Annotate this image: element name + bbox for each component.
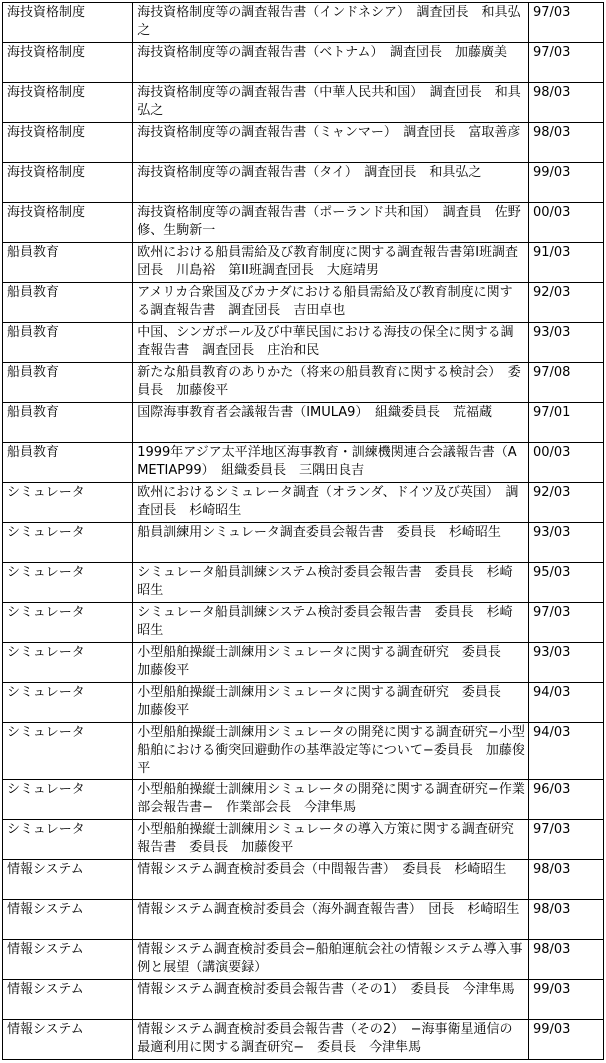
table-row [3,443,604,483]
date-cell: 99/03 [528,980,603,1020]
date-cell: 98/03 [528,123,603,163]
category-cell: 情報システム [3,860,133,900]
table-row [3,723,604,780]
category-cell: 海技資格制度 [3,123,133,163]
date-cell: 97/08 [528,363,603,403]
date-cell: 93/03 [528,643,603,683]
category-cell: 海技資格制度 [3,3,133,43]
report-title-cell: 欧州における船員需給及び教育制度に関する調査報告書第I班調査団長 川島裕 第II班調査団長 大庭靖男 [133,243,529,283]
date-cell: 97/03 [528,820,603,860]
category-cell: シミュレータ [3,780,133,820]
report-title-cell: アメリカ合衆国及びカナダにおける船員需給及び教育制度に関する調査報告書 調査団長 吉田卓也 [133,283,529,323]
report-title-cell: 小型船舶操縦士訓練用シミュレータの導入方策に関する調査研究報告書 委員長 加藤俊平 [133,820,529,860]
category-cell: 情報システム [3,940,133,980]
category-cell: シミュレータ [3,483,133,523]
report-table [2,2,604,1060]
category-cell: シミュレータ [3,603,133,643]
date-cell: 91/03 [528,243,603,283]
category-cell: 海技資格制度 [3,83,133,123]
category-cell: 情報システム [3,900,133,940]
report-title-cell: シミュレータ船員訓練システム検討委員会報告書 委員長 杉崎昭生 [133,603,529,643]
category-cell: シミュレータ [3,643,133,683]
category-cell: 情報システム [3,980,133,1020]
date-cell: 97/01 [528,403,603,443]
category-cell: 船員教育 [3,323,133,363]
report-title-cell: 小型船舶操縦士訓練用シミュレータの開発に関する調査研究−作業部会報告書− 作業部会長 今津隼馬 [133,780,529,820]
category-cell: 船員教育 [3,403,133,443]
report-title-cell: 船員訓練用シミュレータ調査委員会報告書 委員長 杉崎昭生 [133,523,529,563]
table-row [3,203,604,243]
date-cell: 00/03 [528,443,603,483]
date-cell: 98/03 [528,83,603,123]
table-row [3,603,604,643]
category-cell: 船員教育 [3,243,133,283]
date-cell: 97/03 [528,603,603,643]
table-row [3,363,604,403]
date-cell: 99/03 [528,163,603,203]
report-title-cell: 情報システム調査検討委員会（海外調査報告書） 団長 杉崎昭生 [133,900,529,940]
table-row [3,1020,604,1060]
report-title-cell: 海技資格制度等の調査報告書（タイ） 調査団長 和具弘之 [133,163,529,203]
table-row [3,780,604,820]
table-row [3,243,604,283]
report-title-cell: 欧州におけるシミュレータ調査（オランダ、ドイツ及び英国） 調査団長 杉崎昭生 [133,483,529,523]
table-row [3,563,604,603]
report-title-cell: シミュレータ船員訓練システム検討委員会報告書 委員長 杉崎昭生 [133,563,529,603]
date-cell: 94/03 [528,683,603,723]
report-title-cell: 情報システム調査検討委員会報告書（その2） −海事衛星通信の最適利用に関する調査研究− 委員長 今津隼馬 [133,1020,529,1060]
date-cell: 93/03 [528,523,603,563]
table-row [3,820,604,860]
table-row [3,403,604,443]
date-cell: 92/03 [528,483,603,523]
report-title-cell: 海技資格制度等の調査報告書（インドネシア） 調査団長 和具弘之 [133,3,529,43]
report-title-cell: 情報システム調査検討委員会（中間報告書） 委員長 杉崎昭生 [133,860,529,900]
category-cell: 船員教育 [3,443,133,483]
date-cell: 98/03 [528,900,603,940]
category-cell: シミュレータ [3,683,133,723]
report-title-cell: 情報システム調査検討委員会−船舶運航会社の情報システム導入事例と展望（講演要録） [133,940,529,980]
date-cell: 95/03 [528,563,603,603]
date-cell: 97/03 [528,3,603,43]
category-cell: シミュレータ [3,563,133,603]
report-title-cell: 海技資格制度等の調査報告書（ベトナム） 調査団長 加藤廣美 [133,43,529,83]
category-cell: 海技資格制度 [3,43,133,83]
date-cell: 98/03 [528,940,603,980]
report-title-cell: 海技資格制度等の調査報告書（ポーランド共和国） 調査員 佐野修、生駒新一 [133,203,529,243]
report-title-cell: 海技資格制度等の調査報告書（中華人民共和国） 調査団長 和具弘之 [133,83,529,123]
category-cell: 海技資格制度 [3,203,133,243]
report-title-cell: 新たな船員教育のありかた（将来の船員教育に関する検討会） 委員長 加藤俊平 [133,363,529,403]
report-title-cell: 国際海事教育者会議報告書（IMULA9） 組織委員長 荒福蔵 [133,403,529,443]
table-row [3,980,604,1020]
table-row [3,283,604,323]
table-row [3,3,604,43]
table-row [3,163,604,203]
report-table-body [3,3,604,1060]
report-title-cell: 小型船舶操縦士訓練用シミュレータに関する調査研究 委員長 加藤俊平 [133,643,529,683]
report-title-cell: 情報システム調査検討委員会報告書（その1） 委員長 今津隼馬 [133,980,529,1020]
table-row [3,123,604,163]
category-cell: シミュレータ [3,723,133,780]
report-title-cell: 小型船舶操縦士訓練用シミュレータの開発に関する調査研究−小型船舶における衝突回避動作の基準設定等について−委員長 加藤俊平 [133,723,529,780]
date-cell: 96/03 [528,780,603,820]
category-cell: シミュレータ [3,820,133,860]
date-cell: 92/03 [528,283,603,323]
table-row [3,83,604,123]
report-title-cell: 海技資格制度等の調査報告書（ミャンマー） 調査団長 富取善彦 [133,123,529,163]
date-cell: 97/03 [528,43,603,83]
table-row [3,900,604,940]
table-row [3,43,604,83]
report-title-cell: 小型船舶操縦士訓練用シミュレータに関する調査研究 委員長 加藤俊平 [133,683,529,723]
category-cell: 海技資格制度 [3,163,133,203]
table-row [3,643,604,683]
date-cell: 99/03 [528,1020,603,1060]
date-cell: 94/03 [528,723,603,780]
table-row [3,323,604,363]
category-cell: 船員教育 [3,283,133,323]
date-cell: 93/03 [528,323,603,363]
table-row [3,683,604,723]
table-row [3,483,604,523]
category-cell: シミュレータ [3,523,133,563]
report-title-cell: 1999年アジア太平洋地区海事教育・訓練機関連合会議報告書（AMETIAP99） 組織委員長 三隅田良吉 [133,443,529,483]
table-row [3,860,604,900]
category-cell: 船員教育 [3,363,133,403]
table-row [3,940,604,980]
report-title-cell: 中国、シンガポール及び中華民国における海技の保全に関する調査報告書 調査団長 庄治和民 [133,323,529,363]
date-cell: 00/03 [528,203,603,243]
category-cell: 情報システム [3,1020,133,1060]
table-row [3,523,604,563]
date-cell: 98/03 [528,860,603,900]
